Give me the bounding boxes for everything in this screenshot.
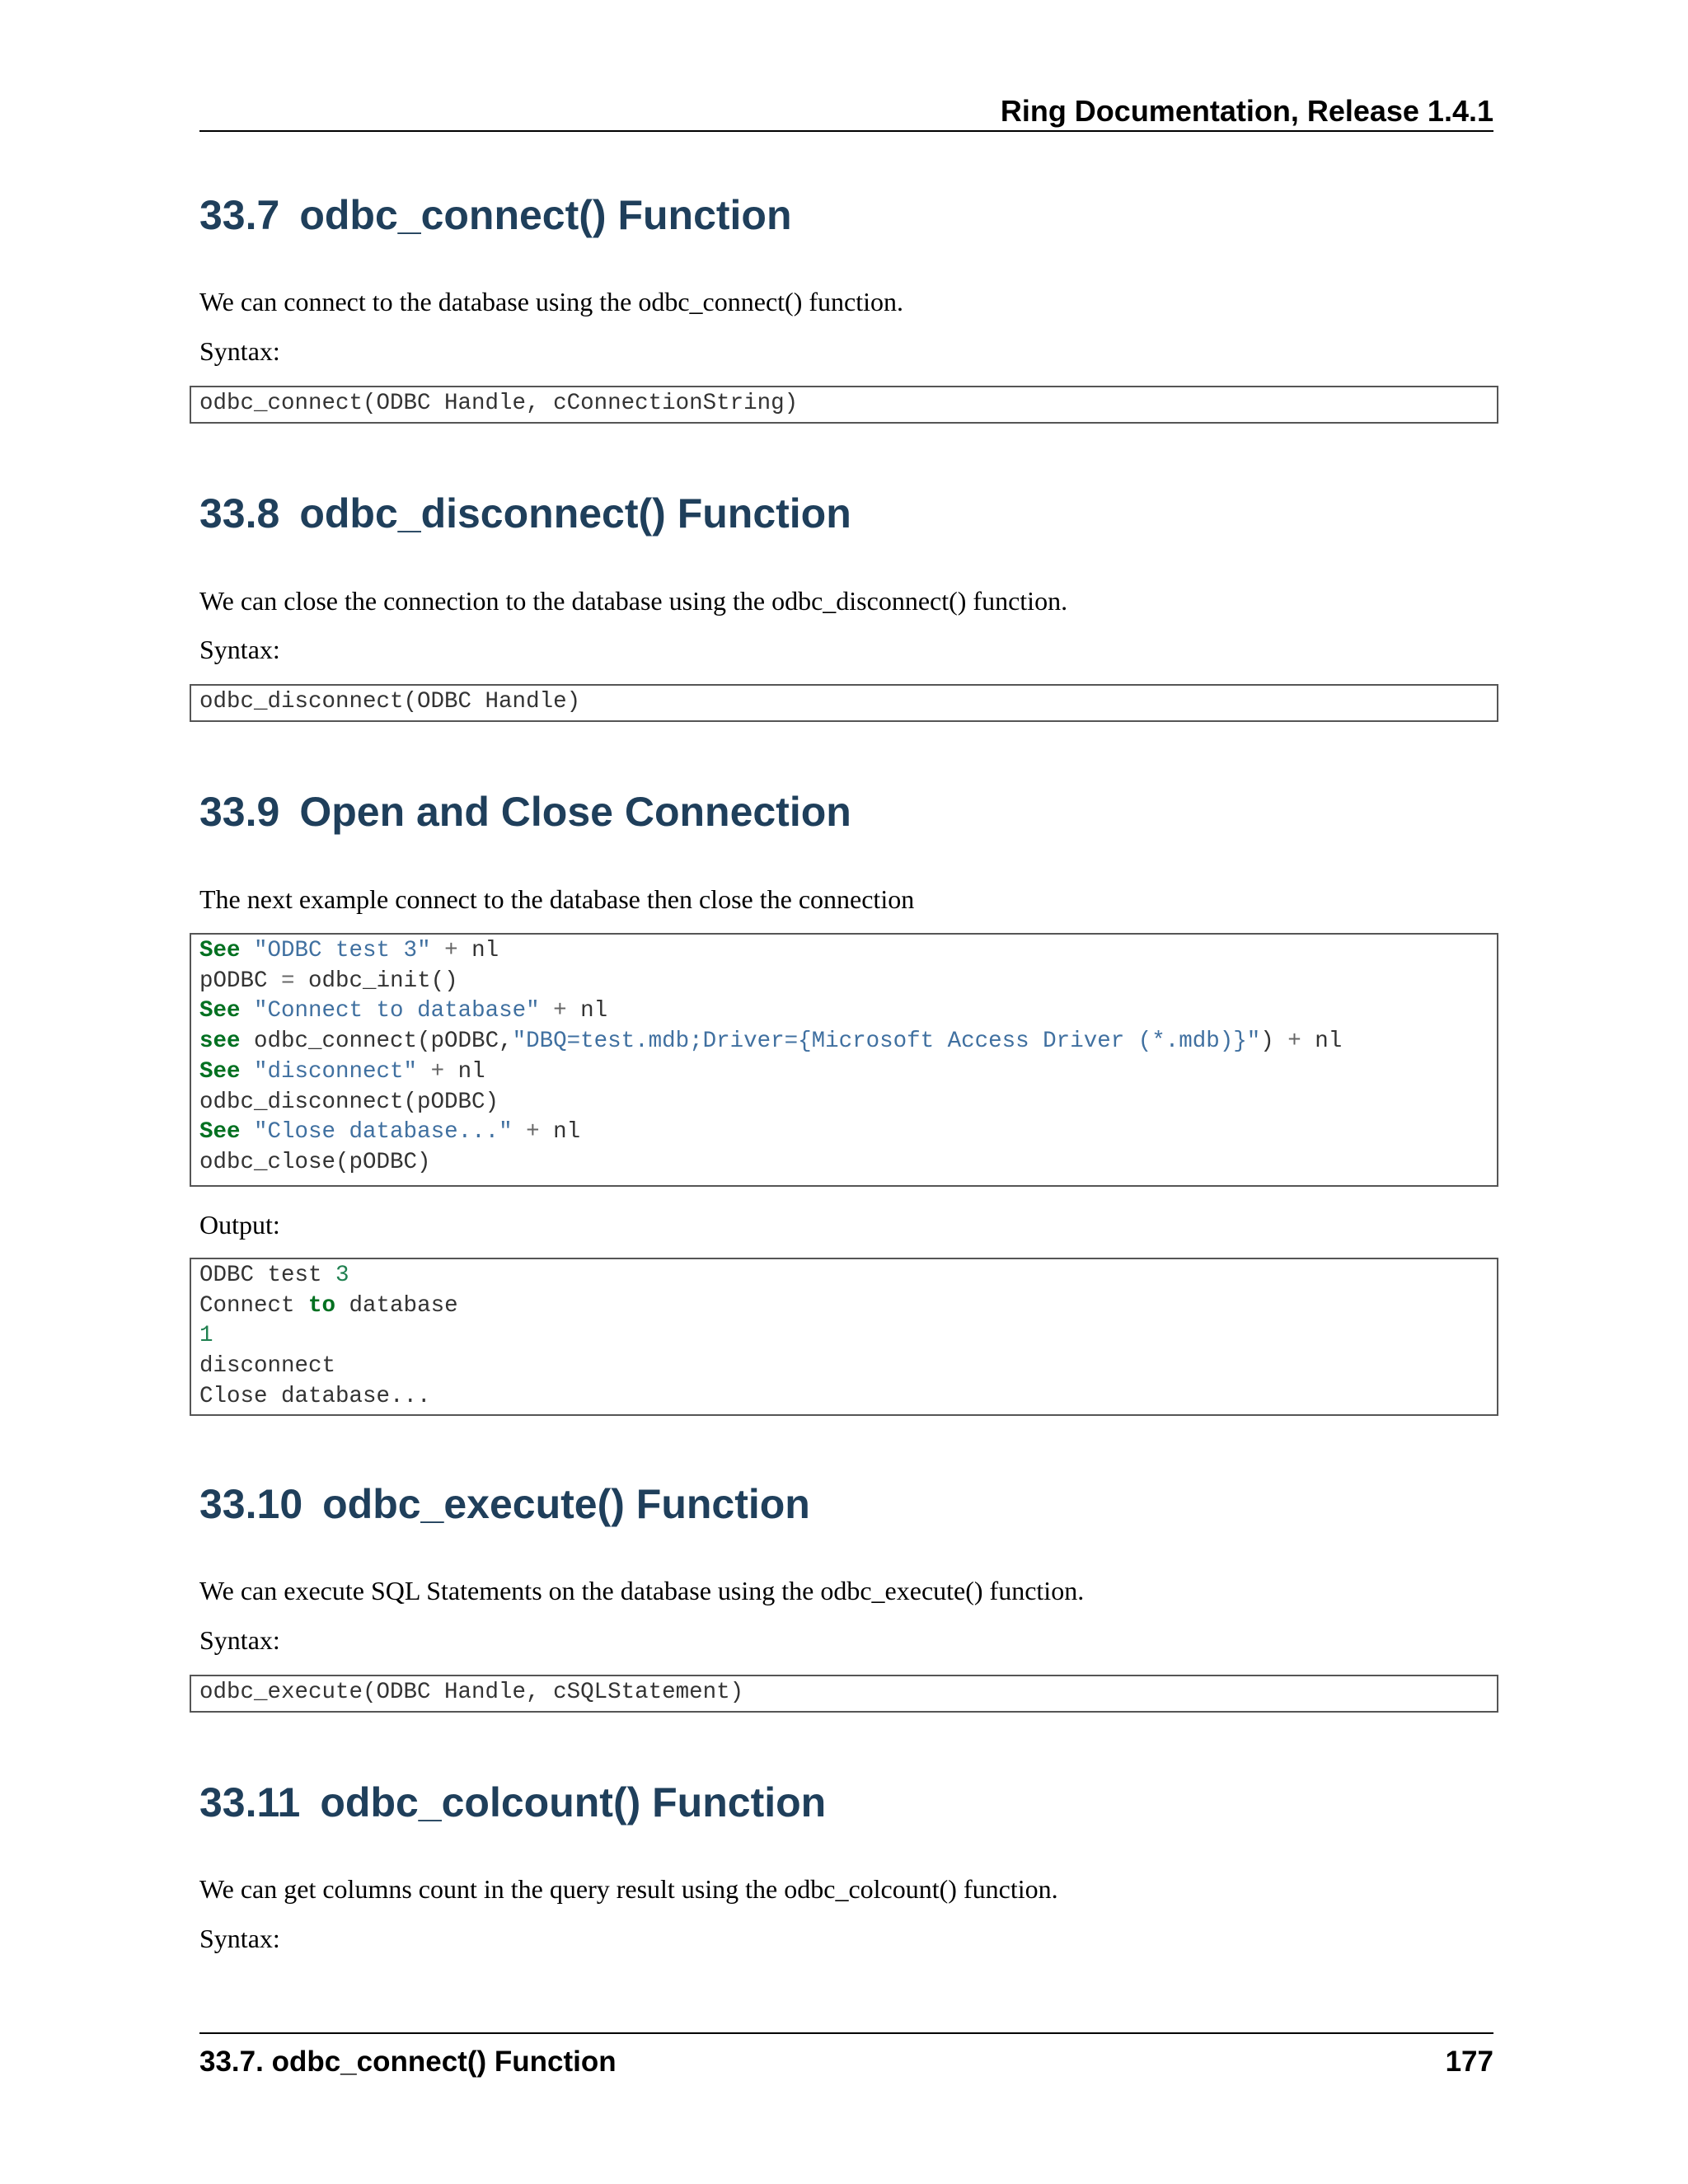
code-token: + bbox=[444, 938, 458, 963]
code-line bbox=[199, 1148, 1489, 1179]
code-token: nl bbox=[444, 1058, 485, 1085]
code-line bbox=[199, 1057, 1489, 1088]
code-token: odbc_close(pODBC) bbox=[199, 1149, 431, 1175]
code-token bbox=[431, 938, 445, 963]
code-token: odbc_disconnect(pODBC) bbox=[199, 1089, 499, 1115]
code-line bbox=[199, 1261, 1489, 1291]
code-token: odbc_init() bbox=[294, 968, 458, 994]
code-line: odbc_disconnect(ODBC Handle) bbox=[199, 689, 581, 715]
code-token: Close database... bbox=[199, 1383, 431, 1409]
code-token: ) bbox=[1260, 1029, 1288, 1055]
section-number: 33.9 bbox=[199, 789, 280, 835]
code-line bbox=[199, 936, 1489, 967]
code-token: See bbox=[199, 938, 241, 963]
code-token bbox=[540, 998, 554, 1024]
code-token: + bbox=[553, 998, 567, 1024]
section-heading-33-9 bbox=[199, 788, 851, 836]
section-title: odbc_execute() Function bbox=[322, 1481, 810, 1527]
code-token: nl bbox=[457, 938, 499, 963]
code-token: nl bbox=[539, 1119, 581, 1146]
code-token: "disconnect" bbox=[254, 1058, 418, 1085]
document-title: Ring Documentation, Release 1.4.1 bbox=[1000, 94, 1493, 128]
syntax-label: Syntax: bbox=[199, 1924, 280, 1953]
section-description: We can close the connection to the database using the odbc_disconnect() function. bbox=[199, 586, 1068, 616]
code-line bbox=[199, 996, 1489, 1027]
code-token bbox=[241, 1059, 255, 1085]
section-number: 33.10 bbox=[199, 1481, 303, 1527]
code-token: see bbox=[199, 1029, 241, 1055]
output-code-block bbox=[190, 1258, 1498, 1416]
code-line bbox=[199, 1118, 1489, 1148]
section-number: 33.7 bbox=[199, 192, 280, 238]
section-description: We can get columns count in the query result using the odbc_colcount() function. bbox=[199, 1874, 1058, 1904]
code-token: Connect bbox=[199, 1292, 309, 1319]
code-token: pODBC bbox=[199, 968, 282, 994]
code-token: = bbox=[281, 968, 295, 994]
code-token: "ODBC test 3" bbox=[254, 938, 431, 963]
code-line bbox=[199, 1352, 1489, 1382]
code-token: 3 bbox=[335, 1263, 349, 1288]
code-token: See bbox=[199, 998, 241, 1024]
code-token bbox=[513, 1119, 527, 1145]
section-description: We can connect to the database using the odbc_connect() function. bbox=[199, 287, 903, 316]
section-description: The next example connect to the database then close the connection bbox=[199, 884, 915, 914]
code-line bbox=[199, 1088, 1489, 1118]
code-token: disconnect bbox=[199, 1353, 336, 1380]
section-number: 33.8 bbox=[199, 490, 280, 537]
section-title: Open and Close Connection bbox=[299, 789, 851, 835]
section-title: odbc_connect() Function bbox=[299, 192, 792, 238]
section-heading-33-8 bbox=[199, 490, 851, 537]
page-number: 177 bbox=[1445, 2046, 1493, 2078]
syntax-code-block bbox=[190, 1675, 1498, 1713]
code-token: database bbox=[335, 1292, 458, 1319]
code-token: "Close database..." bbox=[254, 1119, 513, 1146]
code-token bbox=[417, 1059, 431, 1085]
code-token: nl bbox=[1301, 1029, 1343, 1055]
syntax-code-block bbox=[190, 684, 1498, 722]
section-number: 33.11 bbox=[199, 1779, 301, 1825]
code-token: + bbox=[430, 1058, 445, 1085]
code-token bbox=[241, 1119, 255, 1145]
code-line bbox=[199, 1027, 1489, 1057]
code-token: nl bbox=[566, 998, 608, 1024]
page-footer bbox=[199, 2032, 1493, 2078]
code-token: "DBQ=test.mdb;Driver={Microsoft Access Driver (*.mdb)}" bbox=[512, 1029, 1261, 1055]
code-line: odbc_connect(ODBC Handle, cConnectionString) bbox=[199, 391, 799, 416]
code-token: "Connect to database" bbox=[254, 998, 540, 1024]
code-line bbox=[199, 1291, 1489, 1322]
code-line bbox=[199, 1321, 1489, 1352]
code-token: See bbox=[199, 1119, 241, 1146]
page-header bbox=[199, 91, 1493, 132]
code-token: 1 bbox=[199, 1323, 213, 1349]
code-line bbox=[199, 967, 1489, 997]
footer-section-link[interactable]: 33.7. odbc_connect() Function bbox=[199, 2046, 617, 2078]
section-title: odbc_colcount() Function bbox=[320, 1779, 827, 1825]
code-token bbox=[241, 938, 255, 963]
section-heading-33-7 bbox=[199, 191, 792, 239]
code-line bbox=[199, 1382, 1489, 1413]
section-heading-33-11 bbox=[199, 1779, 826, 1826]
syntax-label: Syntax: bbox=[199, 336, 280, 366]
code-token: + bbox=[1287, 1029, 1301, 1055]
code-token bbox=[241, 998, 255, 1024]
code-token: odbc_connect(pODBC, bbox=[240, 1029, 513, 1055]
section-heading-33-10 bbox=[199, 1480, 810, 1528]
section-description: We can execute SQL Statements on the database using the odbc_execute() function. bbox=[199, 1576, 1085, 1605]
syntax-label: Syntax: bbox=[199, 1625, 280, 1655]
example-code-block bbox=[190, 933, 1498, 1187]
syntax-code-block bbox=[190, 386, 1498, 424]
code-token: See bbox=[199, 1058, 241, 1085]
syntax-label: Syntax: bbox=[199, 635, 280, 664]
code-token: + bbox=[526, 1119, 540, 1146]
code-token: ODBC test bbox=[199, 1263, 336, 1288]
code-line: odbc_execute(ODBC Handle, cSQLStatement) bbox=[199, 1680, 744, 1705]
section-title: odbc_disconnect() Function bbox=[299, 490, 851, 537]
output-label: Output: bbox=[199, 1210, 280, 1240]
code-token: to bbox=[308, 1292, 336, 1319]
